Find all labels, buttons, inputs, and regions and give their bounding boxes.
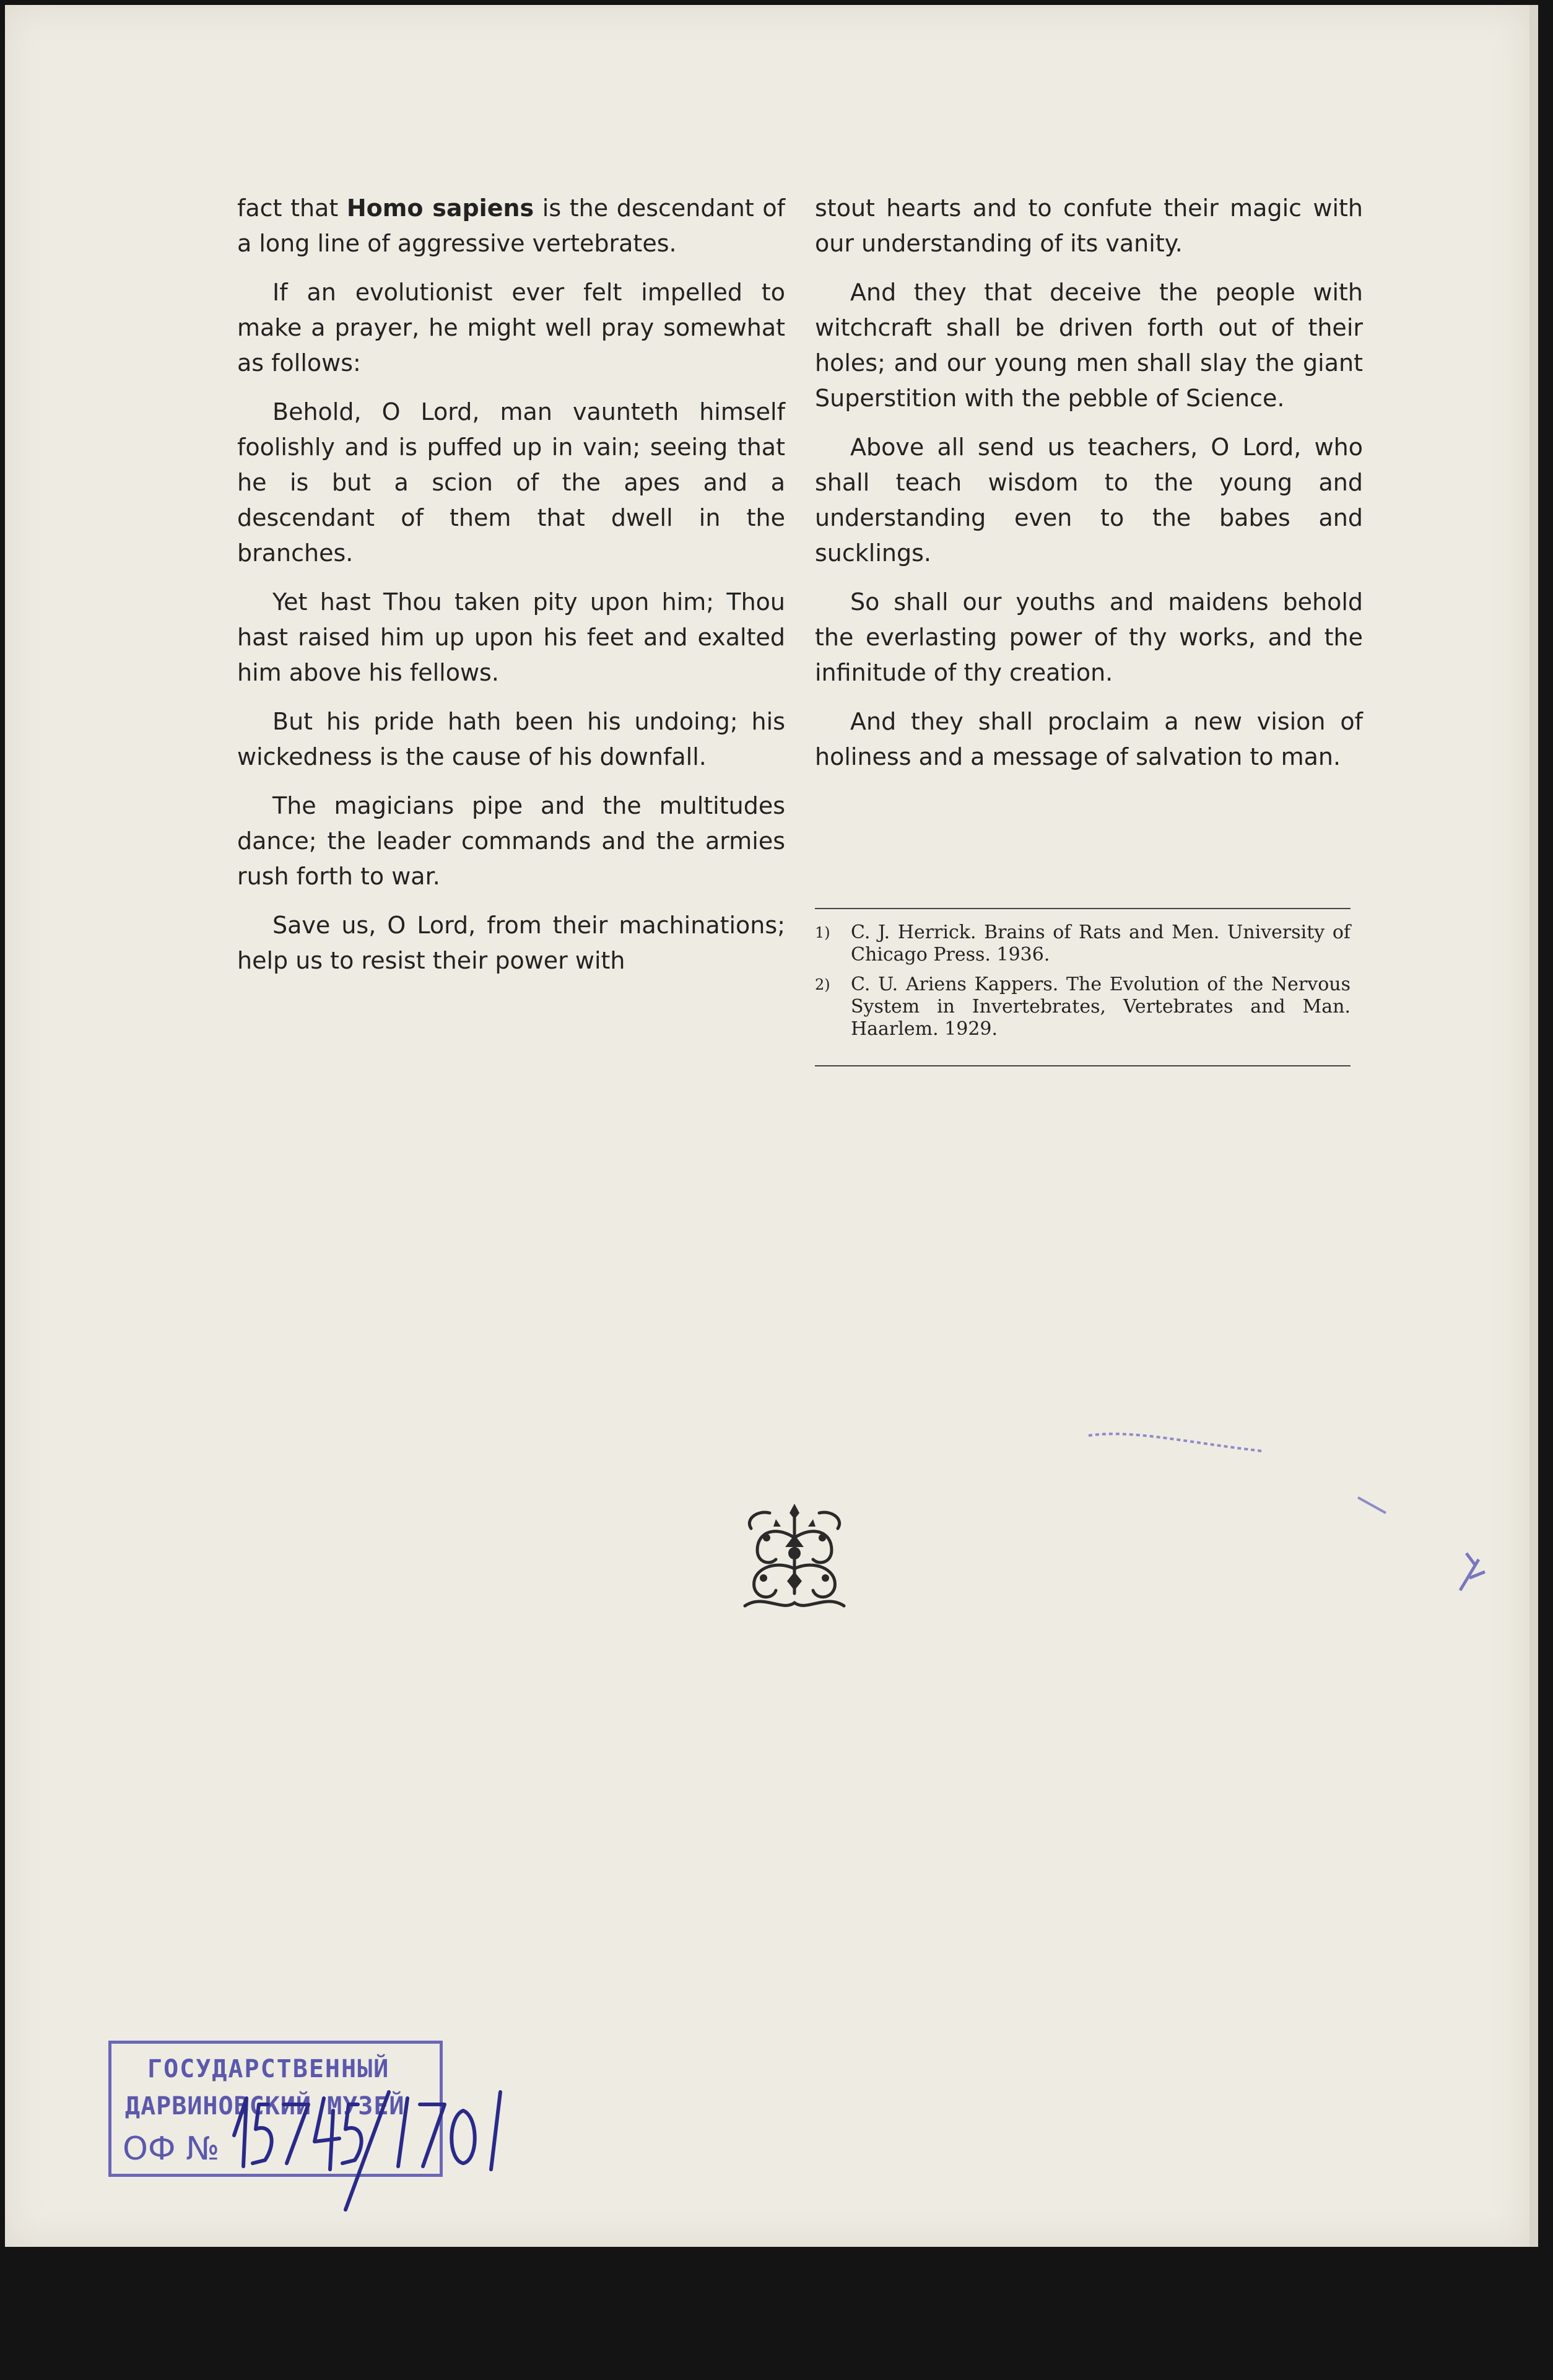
right-column bbox=[815, 191, 1363, 788]
paragraph: The magicians pipe and the multitudes dance; the leader commands and the armies rush forth to war. bbox=[237, 792, 785, 890]
paragraph: So shall our youths and maidens behold the everlasting power of thy works, and the infinitude of thy creation. bbox=[815, 588, 1363, 686]
paragraph: And they that deceive the people with witchcraft shall be driven forth out of their holes; and our young men shall slay the giant Superstition with the pebble of Science. bbox=[815, 279, 1363, 412]
paragraph-text: is the descendant of a long line of aggressive vertebrates. bbox=[237, 194, 785, 257]
ink-smudge-icon bbox=[1082, 1423, 1268, 1460]
footnote-1 bbox=[815, 922, 1351, 966]
handwritten-inventory-number bbox=[209, 2061, 531, 2222]
paragraph: Behold, O Lord, man vaunteth himself foolishly and is puffed up in vain; seeing that he is but a scion of the apes and a descendant of them that dwell in the branches. bbox=[237, 398, 785, 567]
paragraph: stout hearts and to confute their magic with our understanding of its vanity. bbox=[815, 194, 1363, 257]
paragraph bbox=[237, 191, 785, 261]
footnote-text: C. U. Ariens Kappers. The Evolution of the Nervous System in Invertebrates, Vertebrates and Man. Haarlem. 1929. bbox=[851, 974, 1351, 1040]
paragraph: Yet hast Thou taken pity upon him; Thou hast raised him up upon his feet and exalted him above his fellows. bbox=[237, 588, 785, 686]
paragraph-text: fact that bbox=[237, 194, 347, 222]
footnote-number: 2) bbox=[815, 976, 830, 993]
paragraph: Above all send us teachers, O Lord, who shall teach wisdom to the young and understanding even to the babes and sucklings. bbox=[815, 434, 1363, 567]
stamp-line: ДАРВИНОВСКИЙ МУЗЕЙ bbox=[125, 2092, 405, 2121]
bold-term: Homo sapiens bbox=[346, 194, 534, 222]
ink-smudge-icon bbox=[1448, 1541, 1497, 1597]
stamp-line: ГОСУДАРСТВЕННЫЙ bbox=[147, 2055, 390, 2083]
ink-smudge-icon bbox=[1355, 1491, 1392, 1516]
floral-ornament-icon bbox=[733, 1501, 856, 1618]
footnote-text: C. J. Herrick. Brains of Rats and Men. University of Chicago Press. 1936. bbox=[851, 922, 1351, 966]
footnotes bbox=[815, 922, 1351, 1048]
footnote-rule-bottom bbox=[815, 1065, 1351, 1066]
footnote-2 bbox=[815, 974, 1351, 1040]
footnote-number: 1) bbox=[815, 924, 830, 941]
stamp-line: ОФ № bbox=[123, 2130, 220, 2168]
paragraph: Save us, O Lord, from their machinations; help us to resist their power with bbox=[237, 912, 785, 974]
footnote-rule-top bbox=[815, 908, 1351, 909]
paragraph: If an evolutionist ever felt impelled to make a prayer, he might well pray somewhat as follows: bbox=[237, 279, 785, 377]
left-column bbox=[237, 191, 785, 992]
document-page bbox=[5, 5, 1538, 2247]
paragraph: But his pride hath been his undoing; his wickedness is the cause of his downfall. bbox=[237, 708, 785, 770]
paragraph: And they shall proclaim a new vision of holiness and a message of salvation to man. bbox=[815, 708, 1363, 770]
